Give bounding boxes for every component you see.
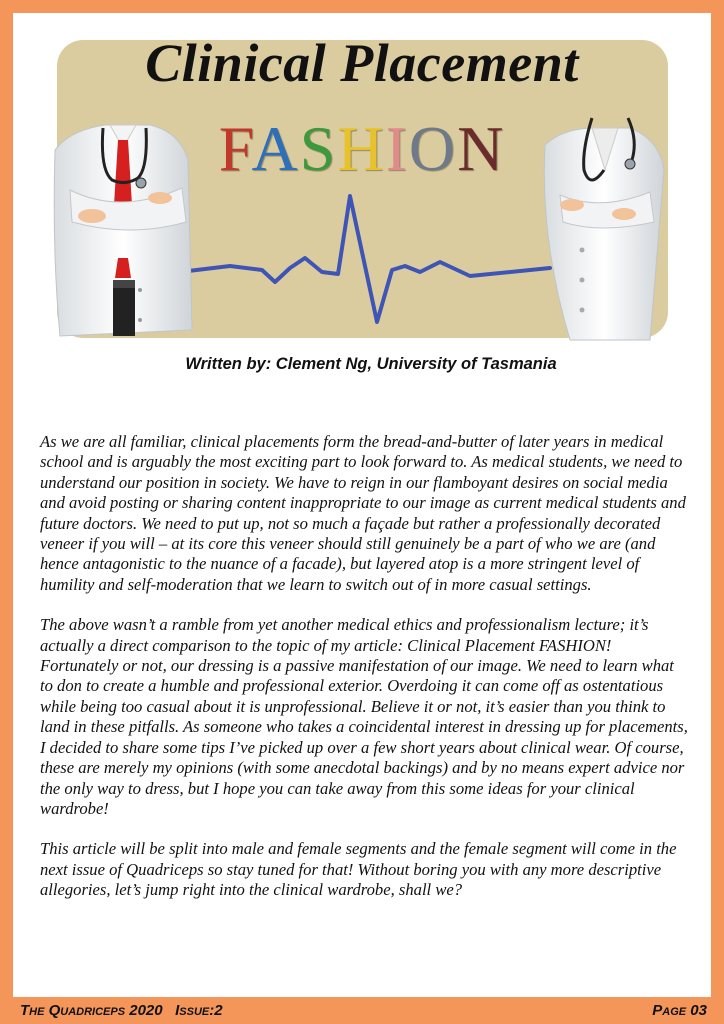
fashion-letter: I (385, 113, 409, 184)
byline: Written by: Clement Ng, University of Tasmania (185, 355, 557, 373)
article-paragraph: This article will be split into male and female segments and the female segment will come in the next issue of Quadriceps so stay tuned for that! Without boring you with any more descriptive allegories, let’s jump right into the clinical wardrobe, shall we? (40, 839, 677, 900)
fashion-letter: A (251, 113, 300, 184)
fashion-letter: N (457, 113, 506, 184)
fashion-letter: O (408, 113, 458, 184)
fashion-letter: H (337, 113, 386, 184)
footer-publication: The Quadriceps 2020 Issue:2 (20, 1002, 223, 1019)
fashion-letter: S (299, 113, 338, 184)
footer-page-number: Page 03 (652, 1002, 707, 1019)
article-paragraph: The above wasn’t a ramble from yet another medical ethics and professionalism lecture; it’s actually a direct comparison to the topic of my article: Clinical Placement FASHION! Fortunately or not, our dressing is a passive manifestation of our image. We need to learn what to don to create a humble and professional exterior. Overdoing it can come off as ostentatious while being too casual about it is unprofessional. Believe it or not, it’s easier than you think to land in these pitfalls. As someone who takes a coincidental interest in dressing up for placements, I decided to share some tips I’ve picked up over a few short years about clinical wear. Of course, these are merely my opinions (with some anecdotal backings) and by no means expert advice nor the only way to dress, but I hope you can take away from this some ideas for your clinical wardrobe! (40, 615, 688, 818)
ecg-line (180, 196, 550, 322)
article-body (40, 432, 690, 921)
fashion-wordmark (0, 112, 724, 186)
fashion-letter: F (218, 113, 252, 184)
article-paragraph: As we are all familiar, clinical placements form the bread-and-butter of later years in medical school and is arguably the most exciting part to look forward to. As medical students, we need to understand our position in society. We have to reign in our flamboyant desires on social media and avoid posting or sharing content inappropriate to our image as current medical students and future doctors. We need to put up, not so much a façade but rather a professionally decorated veneer if you will – at its core this veneer should still genuinely be a part of who we are (and hence antagonistic to the nuance of a facade), but layered atop is a more stringent level of humility and self-moderation that we learn to switch out of in more casual settings. (40, 432, 686, 594)
page-title: Clinical Placement (145, 33, 579, 93)
